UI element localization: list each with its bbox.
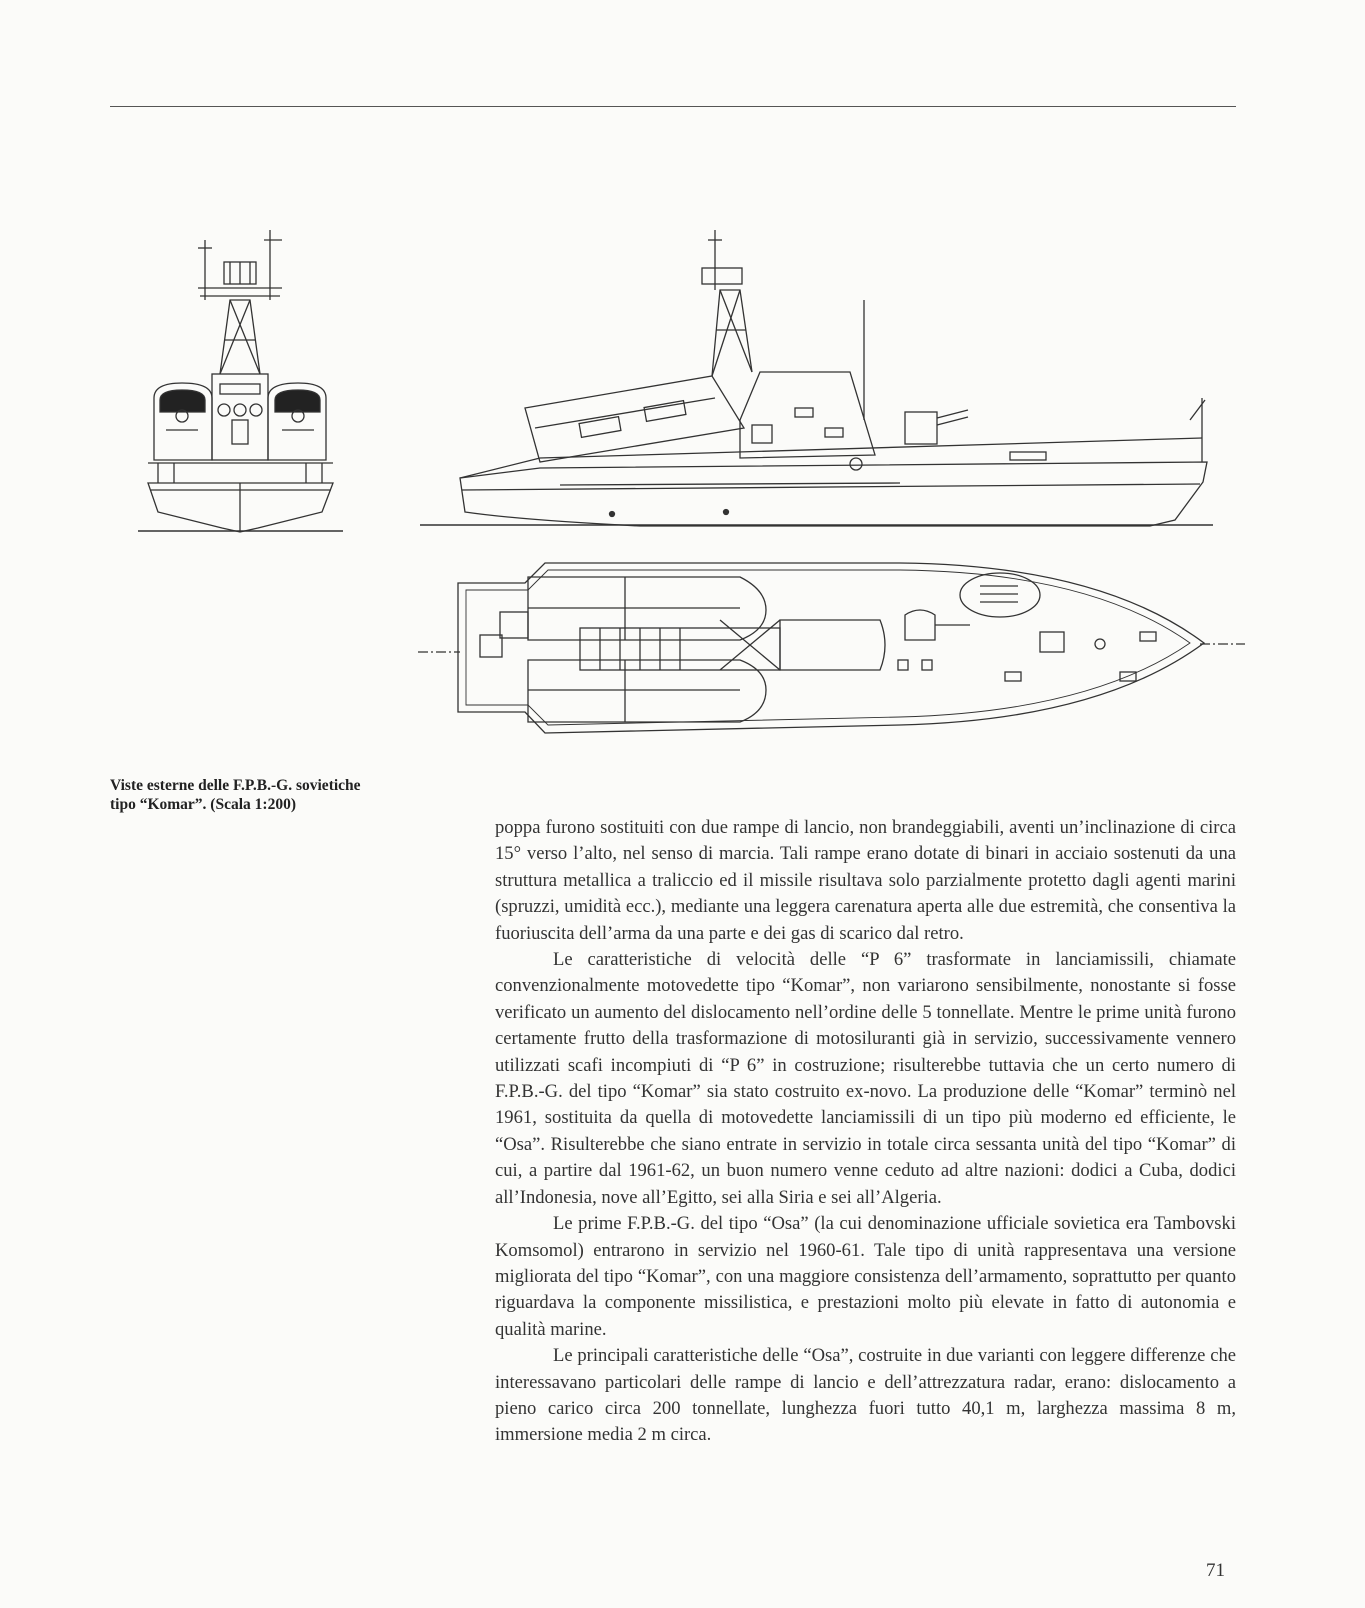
paragraph-4: Le principali caratteristiche delle “Osa”, costruite in due varianti con leggere differenze che interessavano particolari delle rampe di lancio e dell’attrezzatura radar, erano: dislocamento a pieno carico circa 200 tonnellate, lunghezza fuori tutto 40,1 m, larghezza massima 8 m, immersione media 2 m circa. bbox=[495, 1345, 1236, 1446]
paragraph-1: poppa furono sostituiti con due rampe di lancio, non brandeggiabili, aventi un’inclinazione di circa 15° verso l’alto, nel senso di marcia. Tali rampe erano dotate di binari in acciaio sostenuti da una struttura metallica a traliccio ed il missile risultava solo parzialmente protetto dagli agenti marini (spruzzi, umidità ecc.), mediante una leggera carenatura aperta alle due estremità, che consentiva la fuoriuscita dell’arma da una parte e dei gas di scarico dal retro. bbox=[495, 817, 1236, 944]
caption-line-2: tipo “Komar”. (Scala 1:200) bbox=[110, 796, 296, 813]
front-view bbox=[138, 230, 343, 532]
figure-caption bbox=[110, 776, 410, 814]
paragraph-3: Le prime F.P.B.-G. del tipo “Osa” (la cui denominazione ufficiale sovietica era Tambovski Komsomol) entrarono in servizio nel 1960-61. Tale tipo di unità rappresentava una versione migliorata del tipo “Komar”, con una maggiore consistenza dell’armamento, soprattutto per quanto riguardava la componente missilistica, e prestazioni molto più elevate in fatto di autonomia e qualità marine. bbox=[495, 1213, 1236, 1340]
page-number: 71 bbox=[1206, 1560, 1225, 1581]
paragraph-2: Le caratteristiche di velocità delle “P 6” trasformate in lanciamissili, chiamate convenzionalmente motovedette tipo “Komar”, non variarono sensibilmente, nonostante si fosse verificato un aumento del dislocamento nell’ordine delle 5 tonnellate. Mentre le prime unità furono certamente frutto della trasformazione di motosiluranti già in servizio, successivamente vennero utilizzati scafi incompiuti di “P 6” in costruzione; risulterebbe tuttavia che un certo numero di F.P.B.-G. del tipo “Komar” sia stato costruito ex-novo. La produzione delle “Komar” terminò nel 1961, sostituita da quella di motovedette lanciamissili di un tipo più moderno ed efficiente, le “Osa”. Risulterebbe che siano entrate in servizio in totale circa sessanta unità del tipo “Komar” di cui, a partire dal 1961-62, un buon numero venne ceduto ad altre nazioni: dodici a Cuba, dodici all’Indonesia, nove all’Egitto, sei alla Siria e sei all’Algeria. bbox=[495, 949, 1236, 1208]
side-view bbox=[420, 230, 1213, 526]
caption-line-1: Viste esterne delle F.P.B.-G. sovietiche bbox=[110, 777, 361, 794]
body-text bbox=[495, 815, 1236, 1449]
komar-boat-drawings bbox=[0, 0, 1365, 760]
top-view bbox=[418, 563, 1245, 733]
